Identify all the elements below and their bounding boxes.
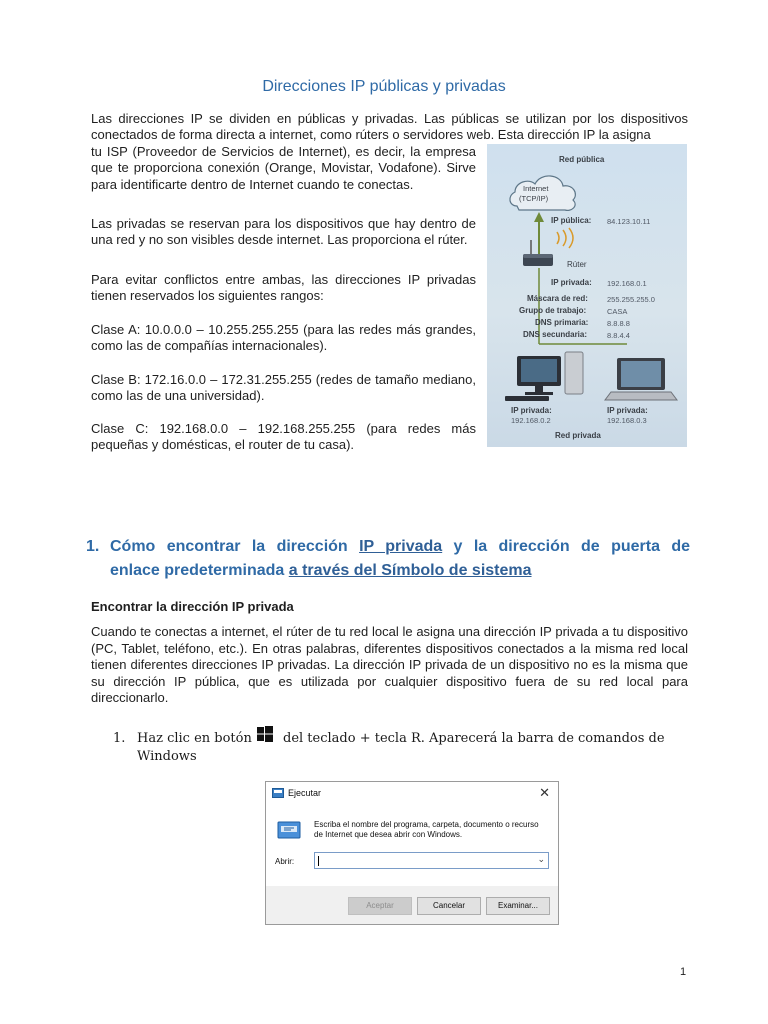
router-private-ip-label: IP privada: xyxy=(551,278,592,287)
class-b-paragraph: Clase B: 172.16.0.0 – 172.31.255.255 (redes de tamaño mediano, como las de una universidad). xyxy=(91,372,476,404)
subnet-mask-value: 255.255.255.0 xyxy=(607,295,655,304)
document-title: Direcciones IP públicas y privadas xyxy=(262,78,506,95)
tcpip-label: (TCP/IP) xyxy=(519,194,549,203)
laptop-icon xyxy=(605,358,677,400)
internet-label: Internet xyxy=(523,184,549,193)
public-ip-label: IP pública: xyxy=(551,216,592,225)
step-text: Haz clic en botón xyxy=(137,731,252,746)
heading-text: y la dirección de puerta de xyxy=(442,538,690,555)
run-icon xyxy=(276,818,302,842)
run-app-icon xyxy=(272,787,284,799)
primary-dns-value: 8.8.8.8 xyxy=(607,319,630,328)
wifi-wave-icon xyxy=(569,228,573,248)
public-ip-value: 84.123.10.11 xyxy=(607,217,651,226)
run-dialog xyxy=(265,781,559,925)
close-icon[interactable]: ✕ xyxy=(539,785,550,800)
primary-dns-label: DNS primaria: xyxy=(535,318,589,327)
class-c-paragraph: Clase C: 192.168.0.0 – 192.168.255.255 (para redes más pequeñas y domésticas, el router de tu casa). xyxy=(91,421,476,453)
browse-button[interactable]: Examinar... xyxy=(486,897,550,915)
cancel-button[interactable]: Cancelar xyxy=(417,897,481,915)
section-heading-line-2 xyxy=(110,559,532,583)
secondary-dns-value: 8.8.4.4 xyxy=(607,331,630,340)
ok-button[interactable]: Aceptar xyxy=(348,897,412,915)
workgroup-label: Grupo de trabajo: xyxy=(519,306,587,315)
open-input[interactable] xyxy=(314,852,549,869)
private-paragraph: Las privadas se reservan para los dispositivos que hay dentro de una red y no son visibles desde internet. Las proporciona el rúter. xyxy=(91,216,476,248)
section-number: 1. xyxy=(86,538,100,555)
private-network-label: Red privada xyxy=(555,431,601,440)
wifi-wave-icon xyxy=(563,230,566,246)
command-prompt-link[interactable]: a través del Símbolo de sistema xyxy=(288,562,532,579)
public-network-label: Red pública xyxy=(559,155,605,164)
wifi-wave-icon xyxy=(557,232,559,244)
secondary-dns-label: DNS secundaria: xyxy=(523,330,588,339)
laptop-ip-label: IP privada: xyxy=(607,406,648,415)
workgroup-value: CASA xyxy=(607,307,628,316)
router-private-ip-value: 192.168.0.1 xyxy=(607,279,647,288)
private-ip-explanation: Cuando te conectas a internet, el rúter de tu red local le asigna una dirección IP privada a tu dispositivo (PC, Tablet, teléfono, etc.). En otras palabras, diferentes dispositivos conectados a la misma red local tienen diferentes direcciones IP privadas. La dirección IP privada de un dispositivo no es la misma que su dirección IP pública, que es utilizada por cualquier dispositivo fuera de su red local para direccionarlo. xyxy=(91,624,688,706)
ranges-intro-paragraph: Para evitar conflictos entre ambas, las direcciones IP privadas tienen reservados los siguientes rangos: xyxy=(91,272,476,304)
private-ip-link[interactable]: IP privada xyxy=(359,538,443,555)
network-diagram xyxy=(487,144,687,447)
pc-ip-label: IP privada: xyxy=(511,406,552,415)
arrow-up-icon xyxy=(534,212,544,222)
desktop-computer-icon xyxy=(505,352,583,401)
windows-logo-icon xyxy=(257,726,273,742)
intro-paragraph: Las direcciones IP se dividen en públicas y privadas. Las públicas se utilizan por los dispositivos conectados de forma directa a internet, como rúters o servidores web. Esta dirección IP la asigna xyxy=(91,111,688,143)
router-label: Rúter xyxy=(567,260,587,269)
heading-text: enlace predeterminada xyxy=(110,562,289,579)
isp-paragraph: tu ISP (Proveedor de Servicios de Internet), es decir, la empresa que te proporciona conexión (Orange, Movistar, Vodafone). Sirve para identificarte dentro de Internet cuando te conectas. xyxy=(91,144,476,192)
dialog-body xyxy=(266,804,558,886)
step-number: 1. xyxy=(113,731,126,746)
dialog-title: Ejecutar xyxy=(288,788,322,798)
step-text: Windows xyxy=(137,749,197,764)
subsection-heading: Encontrar la dirección IP privada xyxy=(91,599,294,614)
chevron-down-icon[interactable]: ⌄ xyxy=(537,854,545,864)
pc-ip-value: 192.168.0.2 xyxy=(511,416,551,425)
heading-text: Cómo encontrar la dirección xyxy=(110,538,360,555)
text-caret xyxy=(318,856,319,866)
step-text: del teclado + tecla R. Aparecerá la barra de comandos de xyxy=(283,731,665,746)
section-heading-line-1 xyxy=(110,535,690,559)
dialog-footer xyxy=(266,886,558,924)
dialog-description: Escriba el nombre del programa, carpeta, documento o recurso de Internet que desea abrir con Windows. xyxy=(314,820,539,839)
subnet-mask-label: Máscara de red: xyxy=(527,294,588,303)
page-number: 1 xyxy=(680,966,687,978)
dialog-title-bar xyxy=(266,782,558,804)
laptop-ip-value: 192.168.0.3 xyxy=(607,416,647,425)
class-a-paragraph: Clase A: 10.0.0.0 – 10.255.255.255 (para las redes más grandes, como las de compañías internacionales). xyxy=(91,322,476,354)
open-label: Abrir: xyxy=(275,857,295,866)
